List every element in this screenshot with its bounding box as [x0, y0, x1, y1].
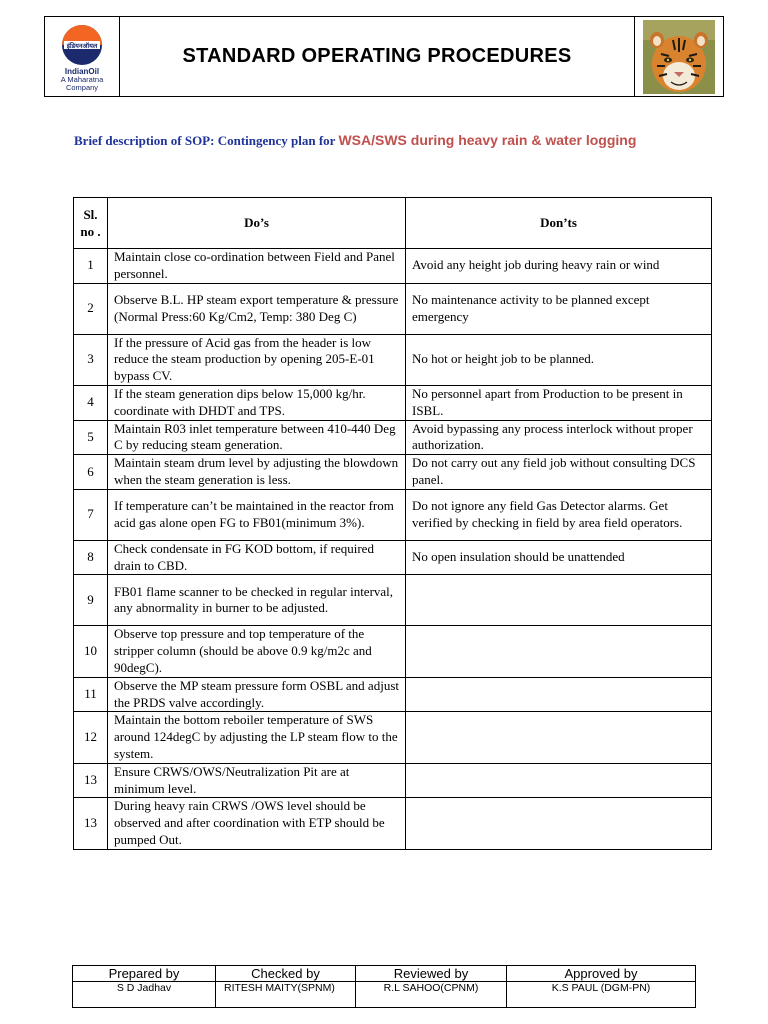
row-do-text: Observe the MP steam pressure form OSBL and adjust the PRDS valve accordingly. [108, 677, 406, 712]
table-row [74, 489, 712, 540]
row-dont-text: Do not ignore any field Gas Detector alarms. Get verified by checking in field by area field operators. [406, 489, 712, 540]
row-do-text: Maintain steam drum level by adjusting the blowdown when the steam generation is less. [108, 455, 406, 490]
approved-by-label: Approved by [507, 966, 696, 982]
table-row [74, 540, 712, 575]
approved-by-value: K.S PAUL (DGM-PN) [507, 982, 696, 1008]
row-do-text: Check condensate in FG KOD bottom, if required drain to CBD. [108, 540, 406, 575]
row-do-text: Maintain close co-ordination between Field and Panel personnel. [108, 249, 406, 284]
row-serial-no: 9 [74, 575, 108, 626]
row-do-text: If the pressure of Acid gas from the header is low reduce the steam production by opening 205-E-01 bypass CV. [108, 334, 406, 385]
table-row [74, 283, 712, 334]
row-dont-text: Avoid any height job during heavy rain or wind [406, 249, 712, 284]
row-dont-text: No open insulation should be unattended [406, 540, 712, 575]
row-serial-no: 11 [74, 677, 108, 712]
reviewed-by-label: Reviewed by [356, 966, 507, 982]
sop-table-header-row [74, 198, 712, 249]
table-row [74, 334, 712, 385]
checked-by-value: RITESH MAITY(SPNM) [216, 982, 356, 1008]
indianoil-logo [45, 17, 120, 97]
approval-table [72, 965, 696, 1008]
row-dont-text [406, 626, 712, 677]
prepared-by-label: Prepared by [73, 966, 216, 982]
sop-brief-description [74, 130, 694, 151]
row-do-text: Maintain the bottom reboiler temperature of SWS around 124degC by adjusting the LP steam flow to the system. [108, 712, 406, 763]
brief-lead: Brief description of SOP: Contingency plan for [74, 133, 339, 148]
row-do-text: Maintain R03 inlet temperature between 410-440 Deg C by reducing steam generation. [108, 420, 406, 455]
row-dont-text [406, 763, 712, 798]
row-serial-no: 10 [74, 626, 108, 677]
row-do-text: During heavy rain CRWS /OWS level should be observed and after coordination with ETP should be pumped Out. [108, 798, 406, 849]
page-title: STANDARD OPERATING PROCEDURES [120, 17, 635, 97]
row-dont-text [406, 712, 712, 763]
row-serial-no: 7 [74, 489, 108, 540]
table-row [74, 455, 712, 490]
table-row [74, 677, 712, 712]
row-do-text: Observe top pressure and top temperature of the stripper column (should be above 0.9 kg/m2c and 90degC). [108, 626, 406, 677]
tiger-image [643, 20, 715, 94]
row-serial-no: 2 [74, 283, 108, 334]
table-row [74, 249, 712, 284]
logo-brand: IndianOil [64, 67, 100, 76]
reviewed-by-value: R.L SAHOO(CPNM) [356, 982, 507, 1008]
row-do-text: Observe B.L. HP steam export temperature & pressure (Normal Press:60 Kg/Cm2, Temp: 380 Deg C) [108, 283, 406, 334]
row-serial-no: 1 [74, 249, 108, 284]
logo-hindi-text: इंडियनऑयल [66, 42, 98, 50]
table-row [74, 763, 712, 798]
table-row [74, 712, 712, 763]
row-dont-text: No hot or height job to be planned. [406, 334, 712, 385]
row-dont-text [406, 575, 712, 626]
row-dont-text [406, 677, 712, 712]
row-dont-text: No personnel apart from Production to be present in ISBL. [406, 385, 712, 420]
row-dont-text [406, 798, 712, 849]
indianoil-logo-icon [60, 23, 104, 67]
table-row [74, 626, 712, 677]
sop-table-body [74, 249, 712, 850]
row-serial-no: 13 [74, 763, 108, 798]
header-donts: Don’ts [406, 198, 712, 249]
brief-topic: WSA/SWS during heavy rain & water logging [338, 132, 637, 148]
table-row [74, 420, 712, 455]
header-dos: Do’s [108, 198, 406, 249]
header-serial-no: Sl. no . [74, 198, 108, 249]
row-dont-text: Do not carry out any field job without consulting DCS panel. [406, 455, 712, 490]
logo-tagline-line2: Company [65, 83, 99, 92]
table-row [74, 798, 712, 849]
approval-value-row [73, 982, 696, 1008]
row-serial-no: 12 [74, 712, 108, 763]
row-serial-no: 13 [74, 798, 108, 849]
checked-by-label: Checked by [216, 966, 356, 982]
row-dont-text: Avoid bypassing any process interlock without proper authorization. [406, 420, 712, 455]
row-serial-no: 3 [74, 334, 108, 385]
row-serial-no: 4 [74, 385, 108, 420]
sop-table [73, 197, 712, 850]
row-do-text: FB01 flame scanner to be checked in regular interval, any abnormality in burner to be adjusted. [108, 575, 406, 626]
row-serial-no: 5 [74, 420, 108, 455]
row-serial-no: 8 [74, 540, 108, 575]
row-dont-text: No maintenance activity to be planned except emergency [406, 283, 712, 334]
row-do-text: If the steam generation dips below 15,000 kg/hr. coordinate with DHDT and TPS. [108, 385, 406, 420]
table-row [74, 385, 712, 420]
row-do-text: If temperature can’t be maintained in the reactor from acid gas alone open FG to FB01(minimum 3%). [108, 489, 406, 540]
approval-header-row [73, 966, 696, 982]
table-row [74, 575, 712, 626]
tiger-photo [635, 17, 724, 97]
prepared-by-value: S D Jadhav [73, 982, 216, 1008]
logo-tagline-line1: A Maharatna [60, 75, 104, 84]
row-do-text: Ensure CRWS/OWS/Neutralization Pit are at minimum level. [108, 763, 406, 798]
row-serial-no: 6 [74, 455, 108, 490]
sop-header-box [44, 16, 724, 97]
